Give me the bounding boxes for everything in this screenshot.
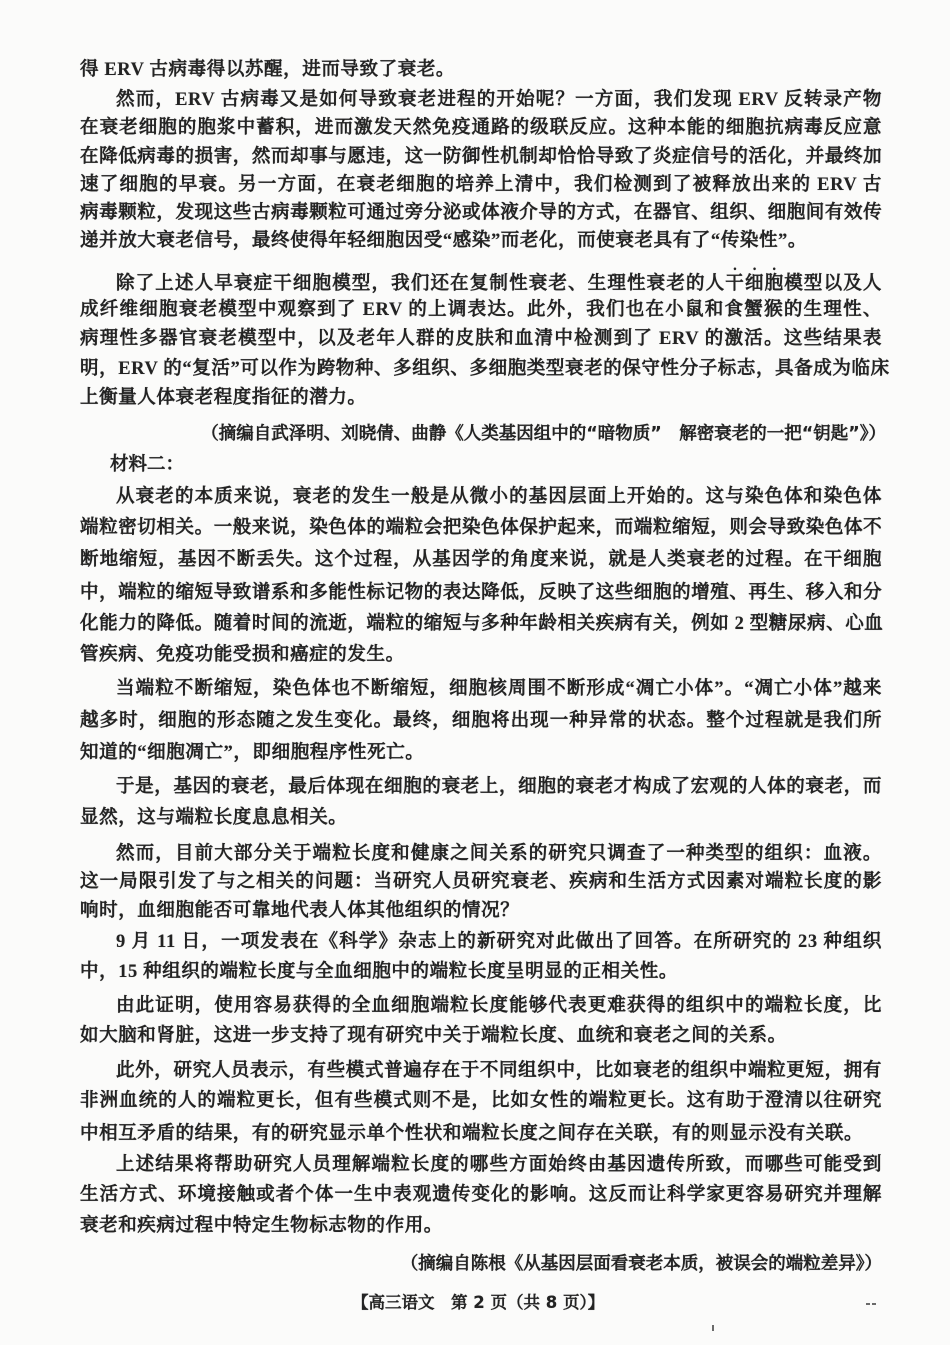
text-line: 在衰老细胞的胞浆中蓄积，进而激发天然免疫通路的级联反应。这种本能的细胞抗病毒反应意 xyxy=(80,118,882,138)
text-line: 明，ERV 的“复活”可以作为跨物种、多组织、多细胞类型衰老的保守性分子标志，具备成为临床 xyxy=(80,359,890,379)
text-line: 递并放大衰老信号，最终使得年轻细胞因受“感染”而老化，而使衰老具有了“传染性”。 xyxy=(80,231,808,251)
text-line: 越多时，细胞的形态随之发生变化。最终，细胞将出现一种异常的状态。整个过程就是我们所 xyxy=(80,711,882,731)
text-line: 病毒颗粒，发现这些古病毒颗粒可通过旁分泌或体液介导的方式，在器官、组织、细胞间有效传 xyxy=(80,203,883,223)
text-line: 端粒密切相关。一般来说，染色体的端粒会把染色体保护起来，而端粒缩短，则会导致染色体不 xyxy=(80,518,883,538)
text-line: 然而，目前大部分关于端粒长度和健康之间关系的研究只调查了一种类型的组织：血液。 xyxy=(116,844,882,864)
text-line: 于是，基因的衰老，最后体现在细胞的衰老上，细胞的衰老才构成了宏观的人体的衰老，而 xyxy=(116,777,882,797)
text-line: 从衰老的本质来说，衰老的发生一般是从微小的基因层面上开始的。这与染色体和染色体 xyxy=(116,487,882,507)
text-line: 显然，这与端粒长度息息相关。 xyxy=(80,808,348,828)
text-line: 中相互矛盾的结果，有的研究显示单个性状和端粒长度之间存在关联，有的则显示没有关联。 xyxy=(80,1124,864,1144)
text-line: 断地缩短，基因不断丢失。这个过程，从基因学的角度来说，就是人类衰老的过程。在干细胞 xyxy=(80,550,882,570)
text-line: 9 月 11 日，一项发表在《科学》杂志上的新研究对此做出了回答。在所研究的 23 种组织 xyxy=(116,932,882,952)
text-line: 然而，ERV 古病毒又是如何导致衰老进程的开始呢？一方面，我们发现 ERV 反转录产物 xyxy=(116,90,882,110)
text-line: 病理性多器官衰老模型中，以及老年人群的皮肤和血清中检测到了 ERV 的激活。这些结果表 xyxy=(80,329,882,349)
text-line: 这一局限引发了与之相关的问题：当研究人员研究衰老、疾病和生活方式因素对端粒长度的影 xyxy=(80,872,882,892)
text-line: 化能力的降低。随着时间的流逝，端粒的缩短与多种年龄相关疾病有关，例如 2 型糖尿病、心血 xyxy=(80,614,884,634)
text-line: 成纤维细胞衰老模型中观察到了 ERV 的上调表达。此外，我们也在小鼠和食蟹猴的生理性、 xyxy=(80,300,882,320)
text-segment: 除了上述人早衰症干细胞模型，我们还在复制性衰老、生理性衰老的人 xyxy=(116,274,726,294)
text-line: 此外，研究人员表示，有些模式普遍存在于不同组织中，比如衰老的组织中端粒更短，拥有 xyxy=(116,1061,882,1081)
text-line: 当端粒不断缩短，染色体也不断缩短，细胞核周围不断形成“凋亡小体”。“凋亡小体”越来 xyxy=(116,679,882,699)
text-line: 非洲血统的人的端粒更长，但有些模式则不是，比如女性的端粒更长。这有助于澄清以往研究 xyxy=(80,1091,882,1111)
section-heading: 材料二： xyxy=(110,454,185,475)
source-citation: （摘编自武泽明、刘晓倩、曲静《人类基因组中的“暗物质” 解密衰老的一把“钥匙”》） xyxy=(201,424,886,444)
text-line: 管疾病、免疫功能受损和癌症的发生。 xyxy=(80,645,405,665)
text-line: 得 ERV 古病毒得以苏醒，进而导致了衰老。 xyxy=(80,60,456,80)
text-line: 衰老和疾病过程中特定生物标志物的作用。 xyxy=(80,1216,443,1236)
text-line: 上述结果将帮助研究人员理解端粒长度的哪些方面始终由基因遗传所致，而哪些可能受到 xyxy=(116,1155,882,1175)
text-line: 生活方式、环境接触或者个体一生中表观遗传变化的影响。这反而让科学家更容易研究并理解 xyxy=(80,1185,882,1205)
text-line: 如大脑和肾脏，这进一步支持了现有研究中关于端粒长度、血统和衰老之间的关系。 xyxy=(80,1026,787,1046)
text-line: 在降低病毒的损害，然而却事与愿违，这一防御性机制却恰恰导致了炎症信号的活化，并最终加 xyxy=(80,147,883,167)
scan-mark xyxy=(866,1303,870,1305)
text-segment: 模型以及人 xyxy=(784,274,882,294)
text-line: 上衡量人体衰老程度指征的潜力。 xyxy=(80,388,367,408)
scan-mark xyxy=(712,1325,714,1331)
text-line: 速了细胞的早衰。另一方面，在衰老细胞的培养上清中，我们检测到了被释放出来的 ERV 古 xyxy=(80,175,882,195)
text-line: 响时，血细胞能否可靠地代表人体其他组织的情况？ xyxy=(80,901,520,921)
emphasized-text: 干细胞 xyxy=(725,274,785,294)
source-citation: （摘编自陈根《从基因层面看衰老本质，被误会的端粒差异》） xyxy=(400,1254,882,1274)
text-line: 中，15 种组织的端粒长度与全血细胞中的端粒长度呈明显的正相关性。 xyxy=(80,962,678,982)
text-line xyxy=(116,264,882,294)
text-line: 由此证明，使用容易获得的全血细胞端粒长度能够代表更难获得的组织中的端粒长度，比 xyxy=(116,996,882,1016)
text-line: 中，端粒的缩短导致谱系和多能性标记物的表达降低，反映了这些细胞的增殖、再生、移入和分 xyxy=(80,583,883,603)
scan-mark xyxy=(872,1303,876,1305)
page-footer: 【高三语文 第 2 页（共 8 页）】 xyxy=(352,1293,605,1312)
text-line: 知道的“细胞凋亡”，即细胞程序性死亡。 xyxy=(80,743,425,763)
